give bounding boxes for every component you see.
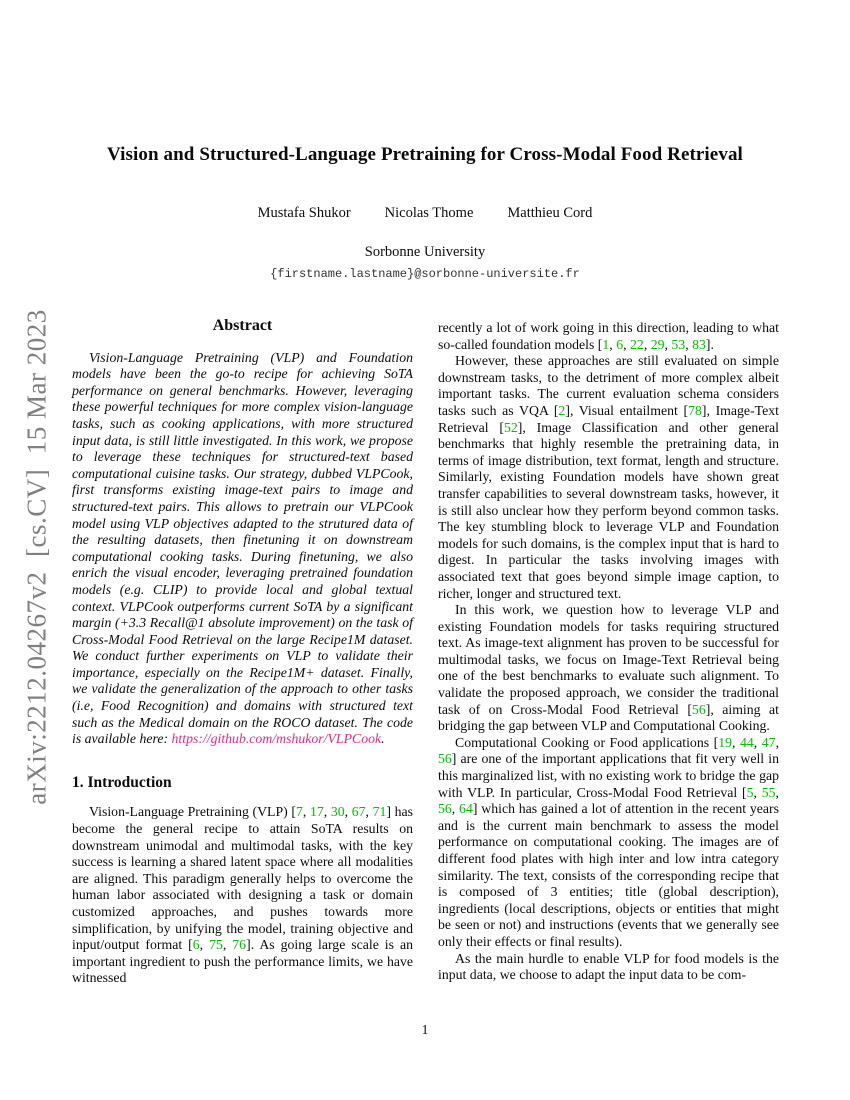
paragraph: In this work, we question how to leverage VLP and existing Foundation models for tasks requiring structured text. As image-text alignment has proven to be successful for multimodal tasks, we focus on Image-Text Retrieval being one of the best benchmarks to evaluate such alignment. To validate the proposed approach, we consider the traditional task of on Cross-Modal Food Retrieval [56], aiming at bridging the gap between VLP and Computational Cooking. <box>438 602 779 734</box>
citation-link[interactable]: 56 <box>438 801 452 817</box>
author-name: Mustafa Shukor <box>257 205 351 221</box>
citation-link[interactable]: 56 <box>691 701 706 717</box>
citation-link[interactable]: 53 <box>671 336 686 352</box>
citation-link[interactable]: 1 <box>602 336 610 352</box>
citation-link[interactable]: 64 <box>459 801 473 817</box>
section-heading-introduction: 1. Introduction <box>72 773 172 791</box>
citation-link[interactable]: 71 <box>372 804 387 820</box>
email-address: {firstname.lastname}@sorbonne-universite.fr <box>270 267 580 281</box>
citation-link[interactable]: 52 <box>503 419 518 435</box>
paragraph: Computational Cooking or Food applications [19, 44, 47, 56] are one of the important applications that fit very well in this marginalized list, with no existing work to bridge the gap with VLP. In particular, Cross-Modal Food Retrieval [5, 55, 56, 64] which has gained a lot of attention in the recent years and is the current main benchmark to assess the model performance on computational cooking. The images are of different food plates with high inter and low intra category similarity. The text, consists of the corresponding recipe that is composed of 3 entities; title (global description), ingredients (local descriptions, objects or entities that might be seen or not) and instructions (events that we generally see only their effects or final results). <box>438 734 780 949</box>
citation-link[interactable]: 6 <box>616 336 624 352</box>
introduction-body <box>72 804 413 987</box>
paragraph: As the main hurdle to enable VLP for food models is the input data, we choose to adapt the input data to be com- <box>438 950 779 983</box>
paragraph: Vision-Language Pretraining (VLP) and Foundation models have been the go-to recipe for achieving SoTA performance on general benchmarks. However, leveraging these powerful techniques for more complex vision-language tasks, such as cooking applications, with more structured input data, is still little investigated. In this work, we propose to leverage these techniques for structured-text based computational cuisine tasks. Our strategy, dubbed VLPCook, first transforms existing image-text pairs to image and structured-text pairs. This allows to pretrain our VLPCook model using VLP objectives adapted to the strutured data of the resulting datasets, then finetuning it on downstream computational cooking tasks. During finetuning, we also enrich the visual encoder, leveraging pretrained foundation models (e.g. CLIP) to provide local and global textual context. VLPCook outperforms current SoTA by a significant margin (+3.3 Recall@1 absolute improvement) on the task of Cross-Modal Food Retrieval on the large Recipe1M dataset. We conduct further experiments on VLP to validate their importance, especially on the Recipe1M+ dataset. Finally, we validate the generalization of the approach to other tasks (i.e, Food Recognition) and domains with structured text such as the Medical domain on the ROCO dataset. The code is available here: https://github.com/mshukor/VLPCook. <box>72 349 413 747</box>
author-name: Matthieu Cord <box>507 205 593 221</box>
citation-link[interactable]: 44 <box>740 734 754 750</box>
citation-link[interactable]: 22 <box>630 336 644 352</box>
right-column-body <box>438 320 779 984</box>
citation-link[interactable]: 17 <box>309 804 324 820</box>
citation-link[interactable]: 56 <box>438 751 452 767</box>
authors-row <box>0 205 850 222</box>
citation-link[interactable]: 76 <box>232 937 247 953</box>
abstract-body <box>72 350 413 748</box>
citation-link[interactable]: 55 <box>761 784 776 800</box>
citation-link[interactable]: 47 <box>761 734 776 750</box>
citation-link[interactable]: 29 <box>650 336 665 352</box>
github-url-link[interactable]: https://github.com/mshukor/VLPCook <box>171 731 382 747</box>
citation-link[interactable]: 5 <box>746 784 754 800</box>
arxiv-watermark: arXiv:2212.04267v2 [cs.CV] 15 Mar 2023 <box>21 309 52 805</box>
paragraph: However, these approaches are still evaluated on simple downstream tasks, to the detriment of more complex albeit important tasks. The current evaluation schema considers tasks such as VQA [2], Visual entailment [78], Image-Text Retrieval [52], Image Classification and other general benchmarks that highly resemble the pretraining data, in terms of image distribution, text format, length and structure. Similarly, existing Foundation models have shown great transfer capabilities to several downstream tasks, however, it is still also unclear how they perform beyond common tasks. The key stumbling block to leverage VLP and Foundation models for such domains, is the complex input that is hard to digest. In particular the tasks involving images with associated text that goes beyond simple image caption, to richer, longer and structured text. <box>438 353 779 601</box>
right-column <box>438 320 779 984</box>
citation-link[interactable]: 6 <box>192 937 200 953</box>
paragraph: recently a lot of work going in this direction, leading to what so-called foundation models [1, 6, 22, 29, 53, 83]. <box>438 320 779 352</box>
citation-link[interactable]: 2 <box>558 402 566 418</box>
citation-link[interactable]: 83 <box>692 336 706 352</box>
page-number: 1 <box>421 1022 429 1037</box>
author-name: Nicolas Thome <box>384 205 474 221</box>
citation-link[interactable]: 19 <box>718 734 733 750</box>
citation-link[interactable]: 30 <box>330 804 345 820</box>
affiliation: Sorbonne University <box>364 244 486 260</box>
abstract-heading: Abstract <box>212 317 273 334</box>
paragraph: Vision-Language Pretraining (VLP) [7, 17, 30, 67, 71] has become the general recipe to attain SoTA results on downstream unimodal and multimodal tasks, with the key success is learning a shared latent space where all modalities are aligned. This paradigm generally helps to overcome the human labor associated with designing a task or domain customized approaches, and pushes towards more simplification, by unifying the model, training objective and input/output format [6, 75, 76]. As going large scale is an important ingredient to push the performance limits, we have witnessed <box>72 804 414 986</box>
left-column <box>72 318 413 987</box>
citation-link[interactable]: 75 <box>209 937 223 953</box>
citation-link[interactable]: 67 <box>351 804 366 820</box>
citation-link[interactable]: 78 <box>688 402 702 418</box>
citation-link[interactable]: 7 <box>295 804 303 820</box>
paper-title: Vision and Structured-Language Pretraining for Cross-Modal Food Retrieval <box>107 144 743 165</box>
